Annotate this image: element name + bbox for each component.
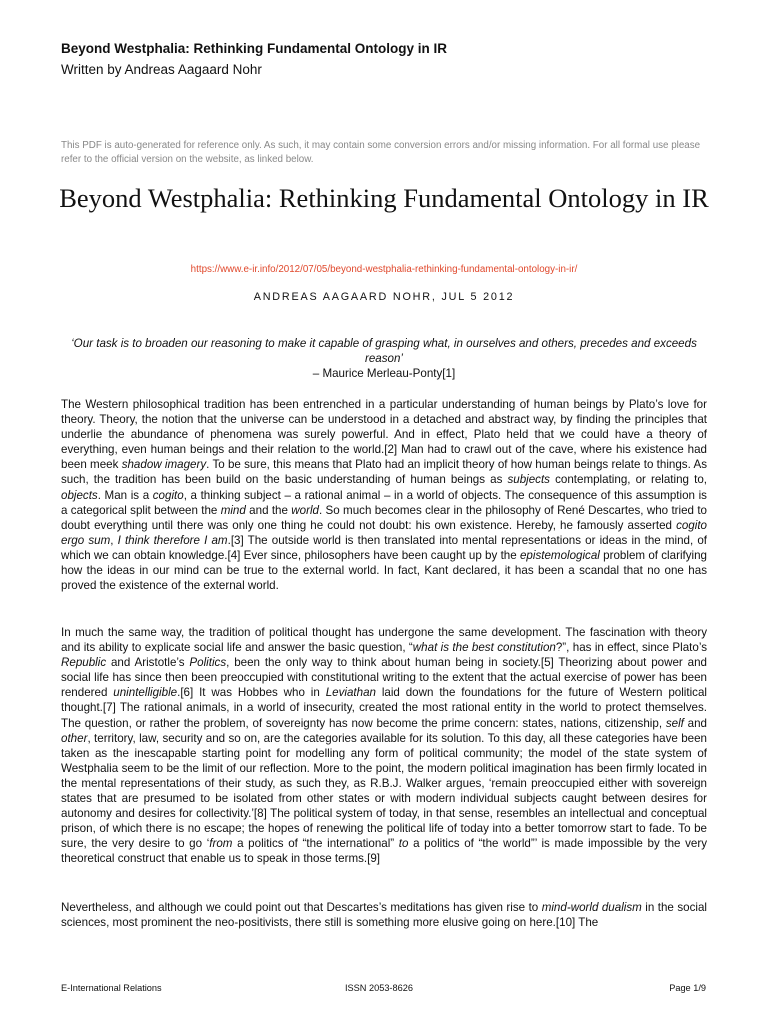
text-run: contemplating, or relating to,	[549, 473, 707, 487]
italic-run: cogito ergo sum	[61, 518, 707, 547]
italic-run: world	[291, 503, 319, 517]
italic-run: mind	[220, 503, 246, 517]
text-run: . Man is a	[97, 488, 153, 502]
text-run: , territory, law, security and so on, are the categories available for its solution. To this day, all these categories have been taken as the inescapable starting point for modelling any form of political community; the model of the state system of Westphalia seem to be the limit of our reflection. More to the point, the modern political imagination has been firmly located in the mental representations of their study, as such they, as R.B.J. Walker argues, ‘remain preoccupied either with sovereign states that are presumed to be isolated from other states or with modern individual subjects caught between desires for autonomy and desires for collectivity.’[8] The political system of today, in that sense, resembles an intellectual and conceptual prison, of which there is no escape; the hopes of renewing the political life of today into a better tomorrow start to fade. To be sure, the very desire to go ‘	[61, 731, 707, 851]
text-run: in the social sciences, most prominent the neo-positivists, there still is something more elusive going on here.[10] The	[61, 901, 707, 930]
text-run: a politics of “the international”	[232, 837, 399, 851]
disclaimer-text: This PDF is auto-generated for reference only. As such, it may contain some conversion errors and/or missing information. For all formal use please refer to the official version on the website, as linked below.	[61, 140, 701, 165]
italic-run: subjects	[507, 473, 550, 487]
footer-issn: ISSN 2053-8626	[345, 983, 413, 993]
text-run: .[3] The outside world is then translated into mental representations or ideas in the mind, of which we can obtain knowledge.[4] Ever since, philosophers have been caught up by the	[61, 533, 708, 562]
italic-run: from	[209, 837, 233, 851]
text-run: , been the only way to think about human being in society.[5] Theorizing about power and social life has since then been preoccupied with constitutional writing to the extent that the actual exercise of power has been rendered	[61, 656, 707, 700]
text-run: ,	[110, 533, 118, 547]
italic-run: shadow imagery	[121, 458, 207, 472]
italic-run: unintelligible	[113, 686, 178, 700]
epigraph	[61, 336, 707, 381]
epigraph-text: ‘Our task is to broaden our reasoning to make it capable of grasping what, in ourselves and others, precedes and exceeds reason’	[71, 337, 697, 365]
text-run: and Aristotle’s	[106, 656, 190, 670]
body-paragraph	[61, 900, 707, 930]
italic-run: what is the best constitution	[412, 641, 556, 655]
text-run: Nevertheless, and although we could point out that Descartes’s meditations has given rise to	[61, 901, 542, 914]
text-run: The Western philosophical tradition has been entrenched in a particular understanding of human beings by Plato’s love for theory. Theory, the notion that the universe can be understood in a detached and abstract way, by finding the principles that underlie the abundance of phenomena was surely powerful. And in effect, Plato held that we could have a theory of everything, even human beings and their relation to the world.[2] Man had to crawl out of the cave, where his existence had been meek	[61, 398, 707, 472]
italic-run: to	[398, 837, 409, 851]
footer-page-number: Page 1/9	[669, 983, 706, 993]
text-run: and the	[245, 503, 292, 517]
italic-run: other	[61, 731, 88, 745]
article-url-link[interactable]: https://www.e-ir.info/2012/07/05/beyond-westphalia-rethinking-fundamental-ontology-in-ir/	[190, 264, 578, 275]
italic-run: Politics	[189, 656, 227, 670]
text-run: a politics of “the world”’ is made impossible by the very theoretical construct that enable us to speak in those terms.[9]	[61, 837, 708, 866]
italic-run: I think therefore I am	[117, 533, 228, 547]
article-byline: ANDREAS AAGAARD NOHR, JUL 5 2012	[253, 291, 515, 303]
italic-run: cogito	[152, 488, 184, 502]
header-title: Beyond Westphalia: Rethinking Fundamental Ontology in IR	[61, 41, 448, 56]
italic-run: mind-world dualism	[541, 901, 642, 914]
footer-publisher: E-International Relations	[61, 983, 162, 993]
article-title: Beyond Westphalia: Rethinking Fundamental Ontology in IR	[59, 183, 709, 213]
text-run: problem of clarifying how the ideas in our mind can be true to the external world. In fact, Kant declared, it has been a scandal that no one has proved the existence of the external world.	[61, 548, 708, 593]
italic-run: Republic	[61, 656, 107, 670]
text-run: , a thinking subject – a rational animal – in a world of objects. The consequence of this assumption is a categorical split between the	[61, 488, 707, 517]
text-run: . So much becomes clear in the philosophy of René Descartes, who tried to doubt everything until there was only one thing he could not doubt: his own existence. Hereby, he famously asserted	[61, 503, 707, 532]
body-paragraph	[61, 397, 707, 593]
epigraph-attribution: – Maurice Merleau-Ponty[1]	[312, 367, 456, 380]
header-author: Written by Andreas Aagaard Nohr	[61, 62, 262, 77]
text-run: In much the same way, the tradition of political thought has undergone the same development. The fascination with theory and its ability to explicate social life and answer the basic question, “	[61, 626, 707, 655]
text-run: .[6] It was Hobbes who in	[177, 686, 326, 700]
text-run: laid down the foundations for the future of Western political thought.[7] The rational animals, in a world of insecurity, created the most rational entity in the world to protect themselves. The question, or rather the problem, of sovereignty has now become the prime concern: states, nations, citizenship,	[61, 686, 707, 730]
text-run: . To be sure, this means that Plato had an implicit theory of how human beings relate to things. As such, the tradition has been build on the basic understanding of human beings as	[61, 458, 707, 487]
italic-run: objects	[61, 488, 98, 502]
italic-run: epistemological	[519, 548, 600, 562]
text-run: and	[683, 716, 707, 730]
italic-run: Leviathan	[325, 686, 376, 700]
body-paragraph	[61, 625, 707, 867]
italic-run: self	[665, 716, 684, 730]
text-run: ?”, has in effect, since Plato’s	[555, 641, 707, 655]
